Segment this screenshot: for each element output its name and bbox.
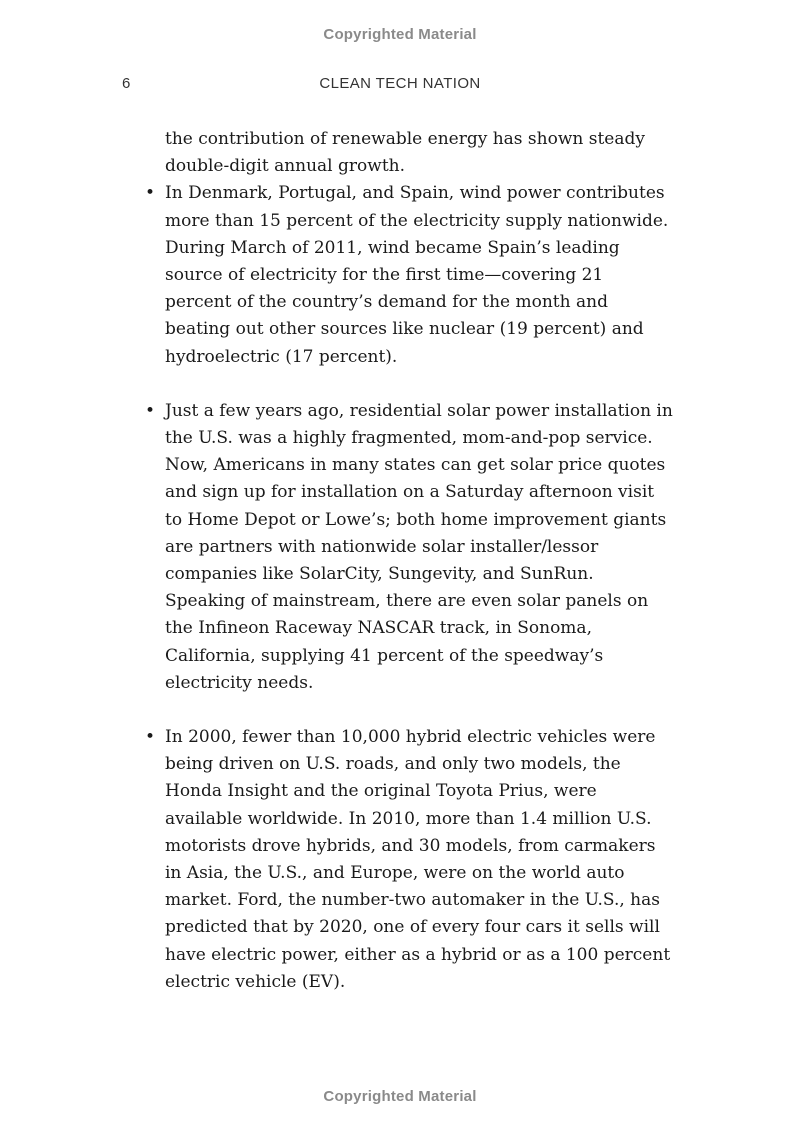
bullet-text: Just a few years ago, residential solar power installation in the U.S. was a highly fragmented, mom-and-pop service. Now, Americans in many states can get solar price quotes and sign up for installation on a Saturday afternoon visit to Home Depot or Lowe’s; both home improvement giants are partners with nationwide solar installer/lessor companies like SolarCity, Sungevity, and SunRun. Speaking of mainstream, there are even solar panels on the Infineon Raceway NASCAR track, in Sonoma, California, supplying 41 percent of the speedway’s electricity needs. (165, 400, 673, 693)
running-title: CLEAN TECH NATION (319, 75, 481, 92)
continued-paragraph: the contribution of renewable energy has shown steady double-digit annual growth. (165, 129, 645, 177)
copyright-watermark-bottom: Copyrighted Material (323, 1088, 477, 1105)
bullet-item-solar-power (145, 398, 675, 697)
bullet-icon: • (145, 727, 156, 748)
bullet-text: In 2000, fewer than 10,000 hybrid electric vehicles were being driven on U.S. roads, and only two models, the Honda Insight and the original Toyota Prius, were available worldwide. In 2010, more than 1.4 million U.S. motorists drove hybrids, and 30 models, from carmakers in Asia, the U.S., and Europe, were on the world auto market. Ford, the number-two automaker in the U.S., has predicted that by 2020, one of every four cars it sells will have electric power, either as a hybrid or as a 100 percent electric vehicle (EV). (165, 727, 671, 992)
bullet-icon: • (145, 400, 156, 421)
copyright-watermark-top: Copyrighted Material (323, 26, 477, 43)
bullet-icon: • (145, 183, 156, 204)
bullet-text: In Denmark, Portugal, and Spain, wind power contributes more than 15 percent of the electricity supply nationwide. During March of 2011, wind became Spain’s leading source of electricity for the first time—covering 21 percent of the country’s demand for the month and beating out other sources like nuclear (19 percent) and hydroelectric (17 percent). (165, 183, 669, 367)
bullet-item-wind-power (145, 180, 675, 370)
page-number: 6 (122, 75, 131, 92)
bullet-list (145, 180, 675, 996)
bullet-item-hybrid-vehicles (145, 724, 675, 996)
page-body (145, 126, 675, 1023)
